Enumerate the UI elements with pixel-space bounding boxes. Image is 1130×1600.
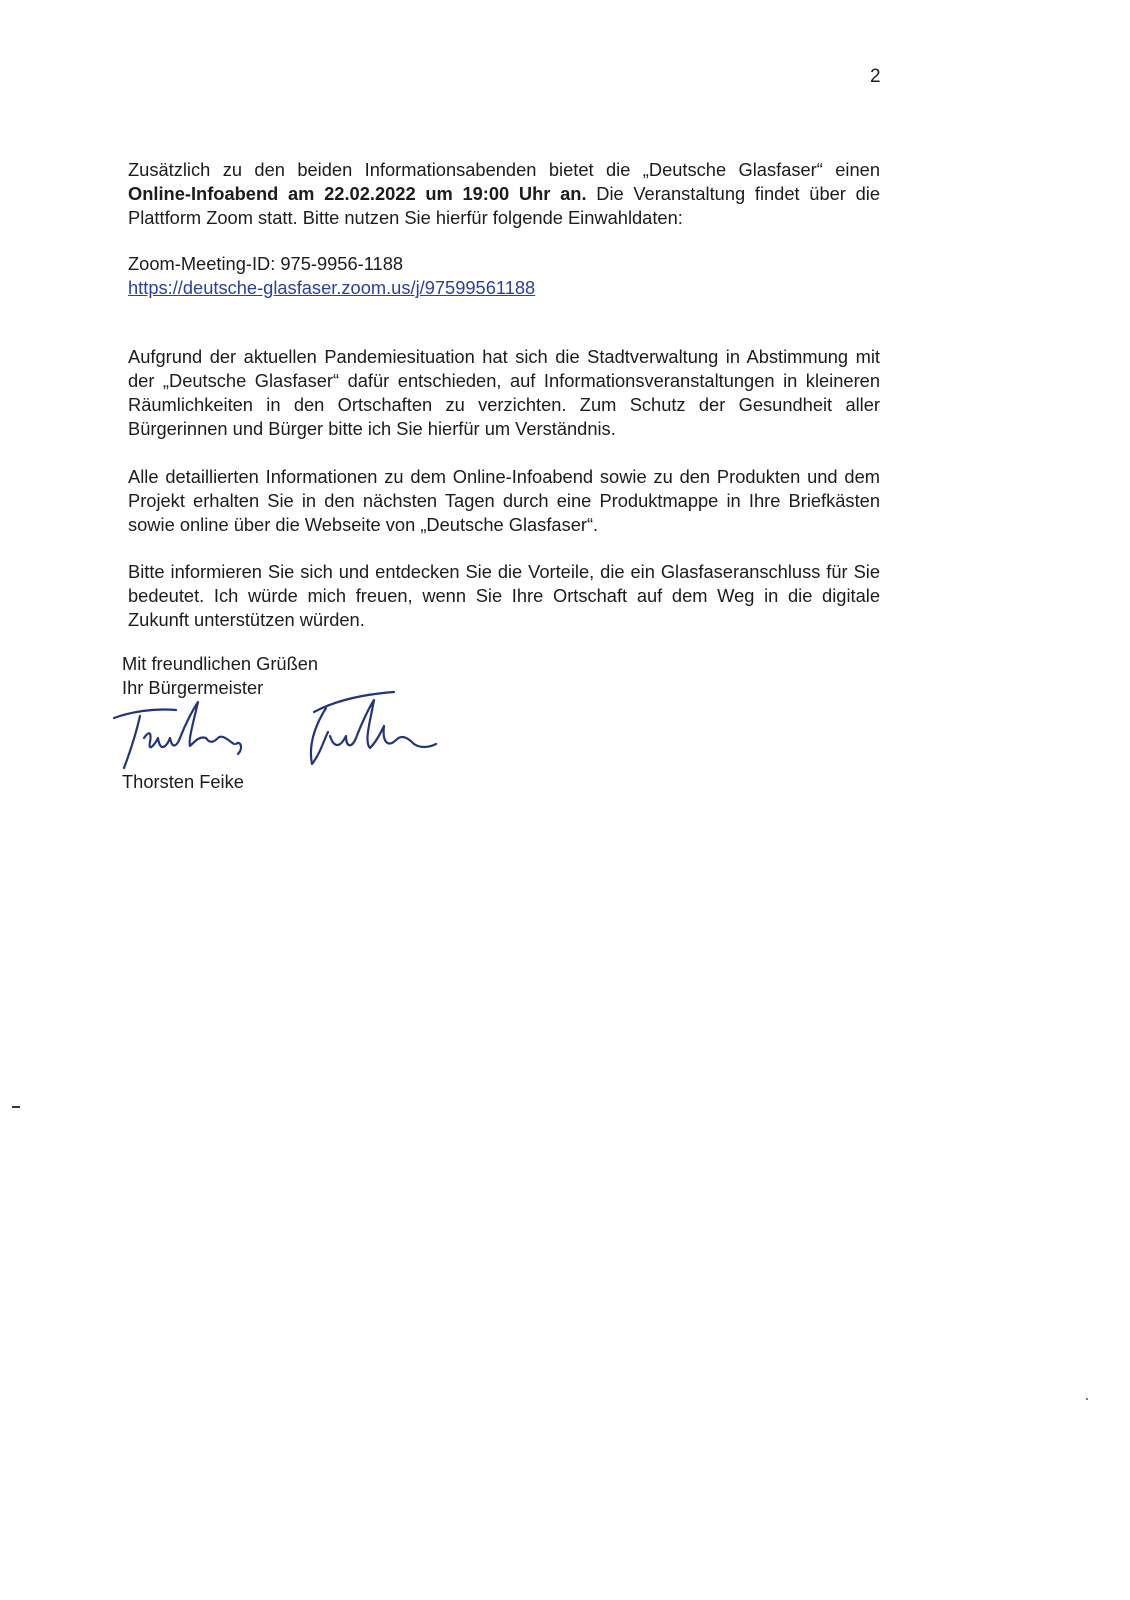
zoom-link[interactable]: https://deutsche-glasfaser.zoom.us/j/97599561188: [128, 277, 536, 298]
zoom-details: [128, 252, 880, 300]
intro-text-end: Die Veranstaltung findet über die Plattform Zoom statt. Bitte nutzen Sie hierfür folgende Einwahldaten:: [128, 183, 880, 228]
scan-artifact: [12, 1106, 20, 1108]
details-paragraph: [128, 465, 880, 537]
page-number: 2: [870, 66, 881, 87]
handwritten-signature: [110, 682, 450, 778]
zoom-meeting-id: Zoom-Meeting-ID: 975-9956-1188: [128, 253, 404, 274]
details-text: Alle detaillierten Informationen zu dem Online-Infoabend sowie zu den Produkten und dem Projekt erhalten Sie in den nächsten Tagen durch eine Produktmappe in Ihre Briefkästen sowie online über die Webseite von „Deutsche Glasfaser“.: [128, 466, 880, 535]
scan-artifact-dot: [1086, 1398, 1088, 1400]
intro-paragraph: [128, 158, 880, 230]
event-date-highlight: Online-Infoabend am 22.02.2022 um 19:00 Uhr an.: [128, 183, 587, 204]
closing-paragraph: [128, 560, 880, 632]
signer-role: Ihr Bürgermeister: [122, 677, 264, 698]
intro-text-start: Zusätzlich zu den beiden Informationsabenden bietet die „Deutsche Glasfaser“ einen: [128, 159, 880, 180]
pandemic-paragraph: [128, 345, 880, 441]
greeting: Mit freundlichen Grüßen: [122, 653, 319, 674]
pandemic-text: Aufgrund der aktuellen Pandemiesituation hat sich die Stadtverwaltung in Abstimmung mit der „Deutsche Glasfaser“ dafür entschieden, auf Informationsveranstaltungen in kleineren Räumlichkeiten in den Ortschaften zu verzichten. Zum Schutz der Gesundheit aller Bürgerinnen und Bürger bitte ich Sie hierfür um Verständnis.: [128, 346, 880, 439]
closing-text: Bitte informieren Sie sich und entdecken Sie die Vorteile, die ein Glasfaseranschluss für Sie bedeutet. Ich würde mich freuen, wenn Sie Ihre Ortschaft auf dem Weg in die digitale Zukunft unterstützen würden.: [128, 561, 880, 630]
signer-name: Thorsten Feike: [122, 771, 244, 792]
